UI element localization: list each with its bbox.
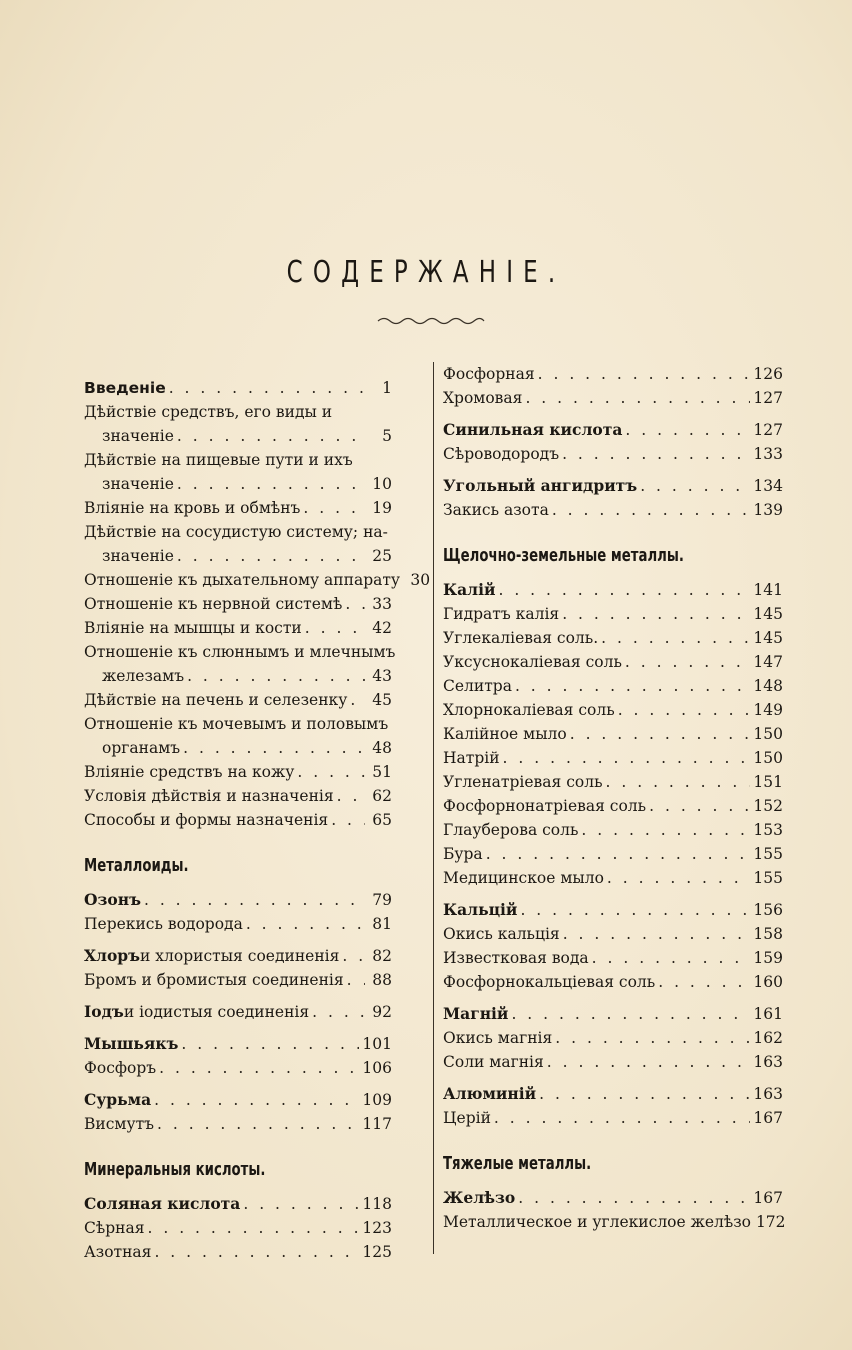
dot-leader bbox=[305, 616, 365, 640]
page-number: 81 bbox=[372, 915, 392, 933]
page-number: 43 bbox=[372, 667, 392, 685]
entry-label: Хлоръ bbox=[84, 946, 141, 965]
page-number: 109 bbox=[362, 1091, 392, 1109]
entry-label: органамъ bbox=[102, 739, 181, 757]
entry-label: Соли магнія bbox=[443, 1053, 544, 1071]
toc-entry bbox=[443, 946, 783, 970]
dot-leader bbox=[246, 912, 365, 936]
entry-label: Сѣрная bbox=[84, 1219, 145, 1237]
entry-label: Окись кальція bbox=[443, 925, 560, 943]
entry-label: Условія дѣйствія и назначенія bbox=[84, 787, 334, 805]
section-heading: Минеральныя кислоты. bbox=[84, 1159, 266, 1180]
dot-leader bbox=[658, 970, 750, 994]
dot-leader bbox=[177, 424, 365, 448]
entry-label: Фосфорная bbox=[443, 365, 535, 383]
toc-entry bbox=[443, 898, 783, 922]
toc-entry bbox=[443, 1082, 783, 1106]
entry-label: Перекись водорода bbox=[84, 915, 243, 933]
toc-entry bbox=[84, 1192, 392, 1216]
entry-label: Углекаліевая соль. bbox=[443, 629, 599, 647]
section-heading: Тяжелые металлы. bbox=[443, 1153, 592, 1174]
page-number: 159 bbox=[753, 949, 783, 967]
dot-leader bbox=[350, 688, 365, 712]
toc-entry bbox=[84, 1240, 392, 1264]
spacer bbox=[443, 1178, 783, 1186]
dot-leader bbox=[552, 498, 751, 522]
entry-label: значеніе bbox=[102, 547, 174, 565]
dot-leader bbox=[649, 794, 750, 818]
spacer bbox=[84, 992, 392, 1000]
page-number: 42 bbox=[372, 619, 392, 637]
page-number: 117 bbox=[362, 1115, 392, 1133]
entry-label: Желѣзо bbox=[443, 1188, 516, 1207]
toc-entry bbox=[443, 418, 783, 442]
spacer bbox=[84, 1136, 392, 1156]
dot-leader bbox=[177, 544, 365, 568]
dot-leader bbox=[347, 968, 365, 992]
entry-text-line: Дѣйствіе на сосудистую систему; на- bbox=[84, 523, 388, 541]
page-number: 151 bbox=[753, 773, 783, 791]
page-number: 152 bbox=[753, 797, 783, 815]
entry-label: Угленатріевая соль bbox=[443, 773, 603, 791]
entry-label: Известковая вода bbox=[443, 949, 589, 967]
dot-leader bbox=[562, 442, 750, 466]
page-number: 51 bbox=[372, 763, 392, 781]
toc-entry bbox=[84, 664, 392, 688]
toc-entry bbox=[443, 722, 783, 746]
entry-text-line: Дѣйствіе на пищевые пути и ихъ bbox=[84, 451, 353, 469]
spacer bbox=[443, 890, 783, 898]
dot-leader bbox=[518, 1186, 750, 1210]
page-number: 62 bbox=[372, 787, 392, 805]
toc-entry bbox=[443, 818, 783, 842]
page-number: 88 bbox=[372, 971, 392, 989]
toc-entry bbox=[443, 1210, 786, 1234]
toc-entry bbox=[84, 568, 431, 592]
entry-label: Іодъ bbox=[84, 1002, 124, 1021]
page-number: 133 bbox=[753, 445, 783, 463]
entry-label: Кальцій bbox=[443, 900, 518, 919]
entry-label: Глауберова соль bbox=[443, 821, 579, 839]
entry-label: железамъ bbox=[102, 667, 185, 685]
toc-entry bbox=[443, 442, 783, 466]
entry-label: Дѣйствіе на печень и селезенку bbox=[84, 691, 348, 709]
dot-leader bbox=[154, 1240, 359, 1264]
page-number: 163 bbox=[753, 1085, 783, 1103]
spacer bbox=[84, 1080, 392, 1088]
entry-label: Натрій bbox=[443, 749, 500, 767]
toc-entry bbox=[84, 544, 392, 568]
dot-leader bbox=[181, 1032, 359, 1056]
entry-label: Введеніе bbox=[84, 379, 166, 397]
entry-label: Угольный ангидритъ bbox=[443, 476, 638, 495]
dot-leader bbox=[183, 736, 365, 760]
entry-label: значеніе bbox=[102, 475, 174, 493]
dot-leader bbox=[601, 626, 750, 650]
toc-entry bbox=[443, 626, 783, 650]
toc-entry bbox=[443, 970, 783, 994]
page-number: 125 bbox=[362, 1243, 392, 1261]
page-number: 149 bbox=[753, 701, 783, 719]
dot-leader bbox=[640, 474, 750, 498]
dot-leader bbox=[498, 578, 750, 602]
page-number: 30 bbox=[410, 571, 431, 589]
page-number: 156 bbox=[753, 901, 783, 919]
toc-entry bbox=[84, 472, 392, 496]
page-number: 127 bbox=[753, 421, 783, 439]
page-number: 118 bbox=[362, 1195, 392, 1213]
entry-label: Азотная bbox=[84, 1243, 152, 1261]
entry-label: Окись магнія bbox=[443, 1029, 553, 1047]
entry-label: Магній bbox=[443, 1004, 509, 1023]
entry-label: Хромовая bbox=[443, 389, 523, 407]
page-number: 153 bbox=[753, 821, 783, 839]
page-number: 123 bbox=[362, 1219, 392, 1237]
dot-leader bbox=[169, 376, 365, 400]
page-number: 160 bbox=[753, 973, 783, 991]
toc-entry bbox=[84, 944, 392, 968]
page-number: 45 bbox=[372, 691, 392, 709]
spacer bbox=[443, 466, 783, 474]
dot-leader bbox=[538, 362, 751, 386]
dot-leader bbox=[525, 386, 750, 410]
page-number: 172 bbox=[751, 1213, 786, 1231]
toc-entry bbox=[443, 866, 783, 890]
toc-entry bbox=[84, 968, 392, 992]
toc-entry bbox=[84, 736, 392, 760]
entry-label: Мышьякъ bbox=[84, 1034, 179, 1053]
dot-leader bbox=[494, 1106, 751, 1130]
entry-text-line: Отношеніе къ мочевымъ и половымъ bbox=[84, 715, 389, 733]
entry-label: значеніе bbox=[102, 427, 174, 445]
page-number: 145 bbox=[753, 629, 783, 647]
page-number: 92 bbox=[372, 1003, 392, 1021]
toc-entry bbox=[84, 1216, 392, 1240]
spacer bbox=[84, 1024, 392, 1032]
entry-label: Селитра bbox=[443, 677, 512, 695]
dot-leader bbox=[570, 722, 751, 746]
toc-entry bbox=[443, 922, 783, 946]
toc-entry bbox=[443, 674, 783, 698]
page-number: 161 bbox=[753, 1005, 783, 1023]
page-number: 82 bbox=[372, 947, 392, 965]
entry-label: Синильная кислота bbox=[443, 420, 623, 439]
dot-leader bbox=[342, 944, 365, 968]
entry-label: Вліяніе на кровь и обмѣнъ bbox=[84, 499, 301, 517]
entry-label: Сѣроводородъ bbox=[443, 445, 560, 463]
page-number: 126 bbox=[753, 365, 783, 383]
dot-leader bbox=[547, 1050, 751, 1074]
page-number: 150 bbox=[753, 725, 783, 743]
spacer bbox=[84, 880, 392, 888]
page-number: 19 bbox=[372, 499, 392, 517]
toc-entry bbox=[443, 770, 783, 794]
dot-leader bbox=[563, 922, 751, 946]
entry-label: Висмутъ bbox=[84, 1115, 155, 1133]
entry-label: Отношеніе къ нервной системѣ bbox=[84, 595, 343, 613]
dot-leader bbox=[607, 866, 750, 890]
page-number: 141 bbox=[753, 581, 783, 599]
entry-label-suffix: и хлористыя соединенія bbox=[140, 947, 340, 965]
entry-label: Бромъ и бромистыя соединенія bbox=[84, 971, 344, 989]
toc-entry bbox=[443, 698, 783, 722]
dot-leader bbox=[581, 818, 750, 842]
dot-leader bbox=[243, 1192, 359, 1216]
dot-leader bbox=[625, 650, 750, 674]
dot-leader bbox=[606, 770, 751, 794]
toc-entry bbox=[443, 498, 783, 522]
toc-entry bbox=[84, 1088, 392, 1112]
page-number: 162 bbox=[753, 1029, 783, 1047]
dot-leader bbox=[520, 898, 750, 922]
toc-entry bbox=[84, 888, 392, 912]
spacer bbox=[443, 570, 783, 578]
spacer bbox=[84, 1184, 392, 1192]
entry-text-line: Отношеніе къ слюннымъ и млечнымъ bbox=[84, 643, 396, 661]
toc-entry bbox=[84, 688, 392, 712]
toc-entry bbox=[84, 808, 392, 832]
dot-leader bbox=[625, 418, 750, 442]
toc-entry bbox=[443, 1002, 783, 1026]
page-number: 134 bbox=[753, 477, 783, 495]
page-number: 33 bbox=[372, 595, 392, 613]
toc-entry bbox=[443, 650, 783, 674]
dot-leader bbox=[177, 472, 365, 496]
page-number: 155 bbox=[753, 869, 783, 887]
toc-entry bbox=[443, 602, 783, 626]
page-number: 127 bbox=[753, 389, 783, 407]
entry-label: Калій bbox=[443, 580, 496, 599]
spacer bbox=[443, 1074, 783, 1082]
entry-label: Вліяніе на мышцы и кости bbox=[84, 619, 302, 637]
page-number: 148 bbox=[753, 677, 783, 695]
dot-leader bbox=[486, 842, 751, 866]
entry-label-suffix: и іодистыя соединенія bbox=[123, 1003, 310, 1021]
toc-entry bbox=[443, 794, 783, 818]
page-number: 167 bbox=[753, 1189, 783, 1207]
toc-entry bbox=[84, 496, 392, 520]
toc-entry bbox=[443, 578, 783, 602]
toc-entry bbox=[84, 760, 392, 784]
toc-entry bbox=[84, 616, 392, 640]
entry-label: Озонъ bbox=[84, 890, 141, 909]
toc-entry bbox=[84, 376, 392, 400]
spacer bbox=[84, 936, 392, 944]
toc-entry bbox=[443, 1026, 783, 1050]
page-number: 155 bbox=[753, 845, 783, 863]
dot-leader bbox=[297, 760, 365, 784]
dot-leader bbox=[157, 1112, 359, 1136]
toc-entry bbox=[84, 1056, 392, 1080]
toc-entry bbox=[443, 362, 783, 386]
entry-text-line: Дѣйствіе средствъ, его виды и bbox=[84, 403, 333, 421]
column-divider bbox=[433, 362, 434, 1254]
entry-label: Медицинское мыло bbox=[443, 869, 604, 887]
entry-label: Фосфорнонатріевая соль bbox=[443, 797, 647, 815]
entry-label: Фосфоръ bbox=[84, 1059, 157, 1077]
dot-leader bbox=[562, 602, 750, 626]
dot-leader bbox=[345, 592, 365, 616]
toc-entry bbox=[84, 424, 392, 448]
toc-entry bbox=[84, 1000, 392, 1024]
toc-left-column bbox=[84, 362, 431, 1264]
page-number: 101 bbox=[362, 1035, 392, 1053]
section-heading: Щелочно-земельные металлы. bbox=[443, 545, 684, 566]
entry-label: Алюминій bbox=[443, 1084, 537, 1103]
entry-label: Уксуснокаліевая соль bbox=[443, 653, 622, 671]
toc-entry bbox=[443, 386, 783, 410]
page-number: 10 bbox=[372, 475, 392, 493]
page-number: 5 bbox=[382, 427, 392, 445]
page-number: 25 bbox=[372, 547, 392, 565]
entry-label: Калійное мыло bbox=[443, 725, 567, 743]
spacer bbox=[443, 410, 783, 418]
dot-leader bbox=[159, 1056, 359, 1080]
page-number: 106 bbox=[362, 1059, 392, 1077]
toc-entry bbox=[443, 1050, 783, 1074]
spacer bbox=[443, 522, 783, 542]
dot-leader bbox=[147, 1216, 359, 1240]
dot-leader bbox=[187, 664, 365, 688]
toc-entry bbox=[84, 784, 392, 808]
dot-leader bbox=[555, 1026, 750, 1050]
dot-leader bbox=[154, 1088, 359, 1112]
toc-entry bbox=[443, 1106, 783, 1130]
entry-label: Сурьма bbox=[84, 1090, 152, 1109]
spacer bbox=[443, 994, 783, 1002]
entry-label: Гидратъ калія bbox=[443, 605, 560, 623]
dot-leader bbox=[618, 698, 751, 722]
entry-label: Соляная кислота bbox=[84, 1194, 241, 1213]
spacer bbox=[84, 362, 392, 376]
page-number: 163 bbox=[753, 1053, 783, 1071]
page-number: 1 bbox=[382, 379, 392, 397]
toc-entry bbox=[443, 842, 783, 866]
entry-label: Церій bbox=[443, 1109, 491, 1127]
ornament-divider bbox=[376, 314, 486, 328]
entry-label: Закись азота bbox=[443, 501, 549, 519]
dot-leader bbox=[592, 946, 751, 970]
page-number: 48 bbox=[372, 739, 392, 757]
dot-leader bbox=[503, 746, 751, 770]
entry-label: Отношеніе къ дыхательному аппарату bbox=[84, 571, 401, 589]
toc-entry bbox=[443, 474, 783, 498]
toc-right-column bbox=[443, 362, 786, 1234]
page-number: 79 bbox=[372, 891, 392, 909]
page-number: 145 bbox=[753, 605, 783, 623]
page-number: 147 bbox=[753, 653, 783, 671]
page-number: 150 bbox=[753, 749, 783, 767]
dot-leader bbox=[337, 784, 365, 808]
page-title: СОДЕРЖАНІЕ. bbox=[286, 255, 566, 290]
dot-leader bbox=[515, 674, 750, 698]
section-heading: Металлоиды. bbox=[84, 855, 189, 876]
toc-entry bbox=[84, 592, 392, 616]
toc-entry bbox=[443, 1186, 783, 1210]
toc-entry bbox=[84, 1112, 392, 1136]
toc-entry bbox=[84, 912, 392, 936]
entry-label: Хлорнокаліевая соль bbox=[443, 701, 615, 719]
dot-leader bbox=[303, 496, 365, 520]
dot-leader bbox=[144, 888, 365, 912]
entry-label: Вліяніе средствъ на кожу bbox=[84, 763, 295, 781]
spacer bbox=[443, 1130, 783, 1150]
page-number: 158 bbox=[753, 925, 783, 943]
toc-entry bbox=[443, 746, 783, 770]
page-number: 167 bbox=[753, 1109, 783, 1127]
entry-label: Металлическое и углекислое желѣзо bbox=[443, 1213, 752, 1231]
dot-leader bbox=[539, 1082, 750, 1106]
spacer bbox=[84, 832, 392, 852]
entry-label: Способы и формы назначенія bbox=[84, 811, 329, 829]
entry-label: Фосфорнокальціевая соль bbox=[443, 973, 656, 991]
dot-leader bbox=[312, 1000, 365, 1024]
dot-leader bbox=[511, 1002, 750, 1026]
page-number: 65 bbox=[372, 811, 392, 829]
entry-label: Бура bbox=[443, 845, 483, 863]
page-number: 139 bbox=[753, 501, 783, 519]
dot-leader bbox=[331, 808, 365, 832]
toc-entry bbox=[84, 1032, 392, 1056]
